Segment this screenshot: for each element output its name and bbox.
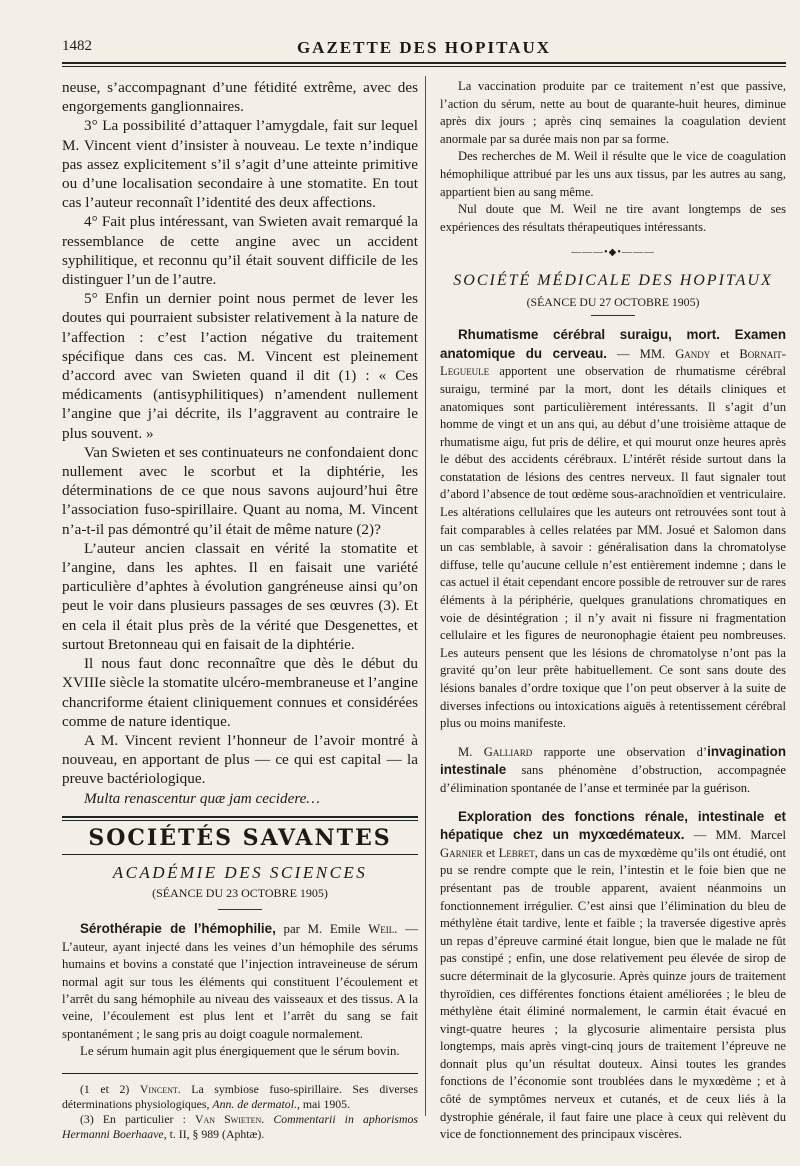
paragraph: Il nous faut donc reconnaître que dès le début du XVIIIe siècle la stomatite ulcéro-membraneuse et l’angine chancriforme étaient cliniquement connues et considérées comme de nature identique. [62, 655, 418, 730]
ornament-divider: ———•◆•——— [571, 247, 655, 259]
article-invagination [440, 743, 786, 798]
paragraph: La vaccination produite par ce traitement n’est que passive, l’action du sérum, nette au bout de quarante-huit heures, diminue après dix jours ; après cinq semaines la coagulation devient anormale par sa durée mais non par sa forme. [440, 79, 786, 146]
author-name: Garnier [440, 845, 483, 860]
page-header [62, 38, 786, 62]
header-rule [62, 62, 786, 64]
paragraph: L’auteur ancien classait en vérité la stomatite et l’angine, dans les aphtes. Il en faisait une variété particulière d’aphtes à évolution gangréneuse ainsi qu’on peut le voir dans plusieurs passages de ses œuvres (3). Et en cela il était plus près de la vérité que Desgenettes, et surtout Bretonneau qui en faisait de la diphtérie. [62, 539, 418, 653]
section-divider-thin [62, 854, 418, 855]
short-rule [591, 315, 635, 316]
author-name: Galliard [483, 744, 533, 759]
article-title: Rhumatisme cérébral suraigu, mort. Examen anatomique du cerveau. [440, 327, 786, 361]
footnote-journal: Ann. de dermatol. [212, 1096, 297, 1111]
author-name: Weil. [368, 922, 398, 937]
footnote-author: Vincent. [139, 1081, 181, 1096]
footnotes-rule [62, 1073, 418, 1074]
short-rule [218, 909, 262, 910]
article-text: apportent une observation de rhumatisme cérébral suraigu, terminé par la mort, dont les détails cliniques et anatomiques sont particulièrement intéressants. Il s’agit d’un homme de vingt et un ans qui, au début d’une troisième attaque de rhumatisme aigu, fut pris de délire, et qui mourut onze heures après le début des accidents cérébraux. L’intérêt réside surtout dans la constatation de lésions des centres nerveux. Il faut signaler tout d’abord l’absence de tout œdème sous-arachnoïdien et ventriculaire. Les altérations cellulaires que les auteurs ont retrouvées sont tout à fait comparables à celles relatées par MM. Josué et Salomon dans un cas semblable, à savoir : généralisation dans la chromatolyse diffuse, telle qu’aucune cellule n’est entièrement indemne ; dans le cas actuel il était cependant encore possible de retrouver sur de rares éléments à la périphérie, quelques granulations chromatiques en voie de désintégration ; il n’y avait ni fissure ni fragmentation cellulaire et les figures de neuronophagie étaient peu nombreuses. Les auteurs pensent que les lésions de chromatolyse n’ont pas la gravité qu’on leur prête habituellement. Ce sont sans doute des lésions banales d’ordre toxique que l’on peut observer à la suite de diverses infections ou intoxications aiguës à retentissement cérébral plus ou moins manifeste. [440, 364, 786, 731]
article-title: Exploration des fonctions rénale, intestinale et hépatique chez un myxœdémateux. [440, 808, 786, 843]
footnote-text: La symbiose fuso-spirillaire. Ses diverses déterminations physiologiques, [62, 1081, 419, 1111]
paragraph: 4° Fait plus intéressant, van Swieten avait remarqué la ressemblance de cette angine avec un accident syphilitique, et reconnu qu’il était souvent difficile de les distinguer l’un de l’autre. [62, 213, 418, 289]
paragraph: Des recherches de M. Weil il résulte que le vice de coagulation hémophilique attribué par les uns aux tissus, par les autres au sang, appartient bien au sang même. [440, 149, 786, 199]
paragraph: Nul doute que M. Weil ne tire avant longtemps de ses expériences des résultats thérapeutiques intéressants. [440, 202, 786, 234]
page-number: 1482 [62, 38, 92, 54]
article-title: Sérothérapie de l’hémophilie, [80, 921, 276, 937]
column-separator [425, 76, 426, 1116]
author-name: Lebret [498, 845, 535, 860]
spacer [440, 798, 786, 808]
seance-date: (SÉANCE DU 27 OCTOBRE 1905) [526, 294, 700, 309]
article-myxoedeme [440, 808, 786, 1144]
paragraph: Van Swieten et ses continuateurs ne confondaient donc nullement avec le scorbut et la diphtérie, les déterminations de ce que nous savons aujourd’hui être l’association fuso-spirillaire. Quant au noma, M. Vincent n’a-t-il pas démontré qu’il était de même nature (2)? [62, 443, 418, 538]
society-heading: SOCIÉTÉ MÉDICALE DES HOPITAUX [453, 271, 773, 289]
journal-title: GAZETTE DES HOPITAUX [296, 38, 552, 57]
paragraph: 3° La possibilité d’attaquer l’amygdale, fait sur lequel M. Vincent vient d’insister à nouveau. Le texte n’indique pas assez explicitement s’il s’agit d’une atteinte primitive ou d’une localisation secondaire à une stomatite. En tout cas l’auteur reconnaît l’identité des deux affections. [62, 117, 418, 212]
footnote-author: Van Swieten. [194, 1111, 265, 1126]
author-prefix: M. [458, 744, 484, 759]
footnote-text: , t. II, § 989 (Aphtæ). [163, 1127, 265, 1142]
article-rhumatisme [440, 326, 786, 733]
author-name: Bornait-Legueule [440, 346, 786, 379]
footnote-text: , mai 1905. [296, 1096, 351, 1111]
academy-heading: ACADÉMIE DES SCIENCES [112, 862, 368, 882]
header-rule-thin [62, 66, 786, 67]
footnote-3 [62, 1112, 418, 1142]
footnote-marker: (1 et 2) [80, 1081, 140, 1096]
footnote-1-2 [62, 1082, 418, 1112]
section-title: SOCIÉTÉS SAVANTES [88, 824, 392, 851]
paragraph: neuse, s’accompagnant d’une fétidité extrême, avec des engorgements ganglionnaires. [62, 79, 418, 116]
author-prefix: par M. Emile [283, 922, 361, 937]
author-prefix: — MM. Marcel [684, 828, 787, 843]
paragraph: Le sérum humain agit plus énergiquement que le sérum bovin. [80, 1044, 400, 1059]
author-name: Gandy [675, 346, 711, 361]
article-title: invagination intestinale [440, 743, 787, 778]
right-column [440, 78, 786, 1144]
article-text: rapporte une observation d’ [532, 744, 708, 759]
seance-date: (SÉANCE DU 23 OCTOBRE 1905) [152, 886, 328, 901]
author-prefix: — MM. [607, 346, 676, 361]
conjunction: et [482, 845, 499, 860]
article-text: , dans un cas de myxœdème qu’ils ont étudié, ont pu se rendre compte que le rein, l’intestin et le foie bien que ne présentant pas de trouble apparent, avaient néanmoins un fonctionnement irrégulier. C’est ainsi que l’élimination du bleu de méthylène était tardive, lente et faible ; la traversée digestive après un repas d’épreuve carminé était longue, bien que le malade ne fût pas constipé ; enfin, une dose relativement peu élevée de sirop de sucre déterminait de la glycosurie. Après quinze jours de traitement thyroïdien, ces différentes fonctions étaient améliorées ; le bleu de méthylène était éliminé normalement, le carmin était évacué en vingt-quatre heures ; la glycosurie alimentaire persista plus longtemps, mais après vingt-cinq jours de traitement l’épreuve ne donnait plus qu’un résultat douteux. Ainsi toutes les grandes fonctions de l’économie sont troublées dans le myxœdème ; et à côté de symptômes nerveux et cutanés, et de ceux liés à la dystrophie générale, il faut faire une place à ceux qui relèvent du vice de fonctionnement des principaux viscères. [440, 845, 786, 1142]
article-text: sans phénomène d’obstruction, accompagnée d’élimination spontanée de l’anse et terminée par la guérison. [440, 763, 786, 795]
footnotes [62, 1082, 418, 1143]
conjunction: et [710, 346, 740, 361]
paragraph: 5° Enfin un dernier point nous permet de lever les doutes qui pourraient subsister relativement à la nature de l’affection : c’est l’action négative du traitement spécifique dans ces cas. M. Vincent est pleinement d’accord avec van Swieten quand il dit (1) : « Ces médicaments (antisyphilitiques) n’amendent nullement l’angine que j’ai décrite, ils l’aggravent au contraire le plus souvent. » [62, 290, 418, 442]
spacer [440, 733, 786, 743]
article-text: — L’auteur, ayant injecté dans les veines d’un hémophile des sérums humains et bovins a constaté que l’injection intraveineuse de sérum normal agit sur tous les éléments qui constituent l’écoulement et l’arrêt du sang hémophile au niveau des vaisseaux et des tissus. A la veine, l’écoulement est plus lent et l’arrêt du sang se fait spontanément ; le sang pris au doigt coagule normalement. [62, 922, 419, 1041]
article-serotherapie [62, 920, 418, 1043]
paragraph: A M. Vincent revient l’honneur de l’avoir montré à nouveau, en apportant de plus — ce qui est capital — la preuve bactériologique. [62, 731, 418, 788]
section-divider [62, 816, 418, 821]
footnote-marker: (3) En particulier : [80, 1111, 195, 1126]
left-column [62, 78, 418, 1142]
latin-quote: Multa renascentur quæ jam cecidere… [84, 789, 320, 807]
footnote-work-title: Commentarii in aphorismos Hermanni Boerhaave [62, 1111, 418, 1142]
